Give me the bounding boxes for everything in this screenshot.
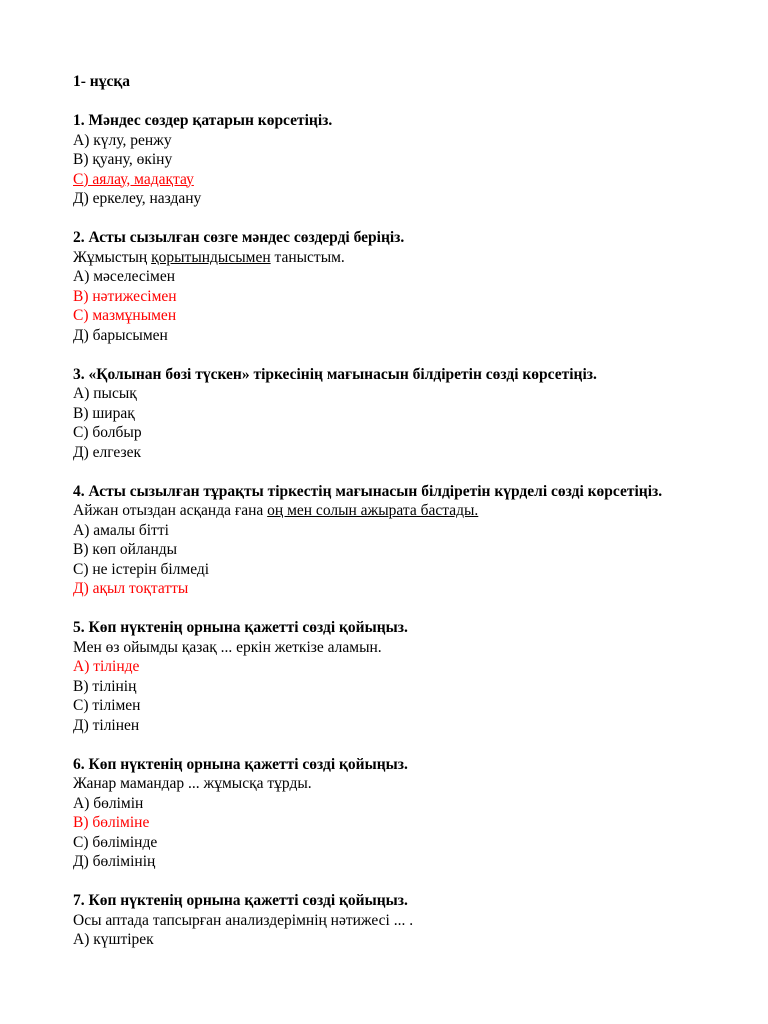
question-prompt: Мен өз ойымды қазақ ... еркін жеткізе аламын. (73, 638, 382, 656)
question-prompt (73, 501, 730, 521)
prompt-underlined: қорытындысымен (151, 248, 271, 266)
question-prompt: Осы аптада тапсырған анализдерімнің нәтижесі ... . (73, 911, 414, 929)
question-title: 5. Көп нүктенің орнына қажетті сөзді қойыңыз. (73, 619, 408, 636)
option-c-correct: C) мазмұнымен (73, 307, 177, 324)
option-text: C) аялау, мадақтау (73, 170, 194, 188)
question-title: 2. Асты сызылған сөзге мәндес сөздерді беріңіз. (73, 229, 405, 246)
question-prompt (73, 248, 730, 268)
question-title: 7. Көп нүктенің орнына қажетті сөзді қойыңыз. (73, 892, 408, 909)
question-4 (73, 482, 730, 599)
variant-title: 1- нұсқа (73, 73, 131, 90)
option-d: Д) барысымен (73, 326, 168, 344)
option-a: A) мәселесімен (73, 268, 176, 285)
option-c: C) болбыр (73, 424, 142, 441)
option-a: A) пысық (73, 385, 137, 402)
question-7 (73, 891, 730, 950)
option-b: B) тілінің (73, 677, 137, 695)
option-a: A) күлу, ренжу (73, 131, 172, 149)
prompt-after: таныстым. (270, 248, 345, 266)
question-1 (73, 111, 730, 209)
option-c: C) бөлімінде (73, 833, 158, 851)
question-6 (73, 755, 730, 872)
prompt-before: Айжан отыздан асқанда ғана (73, 502, 268, 519)
option-d-correct: Д) ақыл тоқтатты (73, 580, 189, 597)
option-d: Д) еркелеу, наздану (73, 190, 202, 207)
option-b-correct: B) бөліміне (73, 814, 150, 831)
question-title: 6. Көп нүктенің орнына қажетті сөзді қойыңыз. (73, 755, 408, 773)
question-title: 3. «Қолынан бөзі түскен» тіркесінің мағынасын білдіретін сөзді көрсетіңіз. (73, 365, 597, 383)
option-a: A) бөлімін (73, 794, 144, 812)
question-3 (73, 365, 730, 463)
option-b: B) ширақ (73, 404, 135, 422)
question-2 (73, 228, 730, 345)
question-title: 4. Асты сызылған тұрақты тіркестің мағынасын білдіретін күрделі сөзді көрсетіңіз. (73, 482, 663, 500)
question-title: 1. Мәндес сөздер қатарын көрсетіңіз. (73, 112, 333, 129)
prompt-underlined: оң мен солын ажырата бастады. (267, 502, 479, 519)
option-d: Д) тілінен (73, 716, 140, 734)
option-d: Д) бөлімінің (73, 853, 156, 870)
option-b: B) қуану, өкіну (73, 151, 173, 168)
option-c: C) не істерін білмеді (73, 560, 210, 578)
prompt-before: Жұмыстың (73, 248, 152, 266)
option-d: Д) елгезек (73, 443, 141, 461)
option-a-correct: A) тілінде (73, 658, 140, 675)
question-5 (73, 618, 730, 735)
option-c: C) тілімен (73, 697, 141, 714)
option-b: B) көп ойланды (73, 541, 178, 558)
question-prompt: Жанар мамандар ... жұмысқа тұрды. (73, 775, 312, 792)
option-b-correct: B) нәтижесімен (73, 287, 177, 305)
option-c-correct (73, 170, 730, 190)
option-a: A) амалы бітті (73, 521, 169, 539)
option-a: A) күштірек (73, 931, 154, 948)
